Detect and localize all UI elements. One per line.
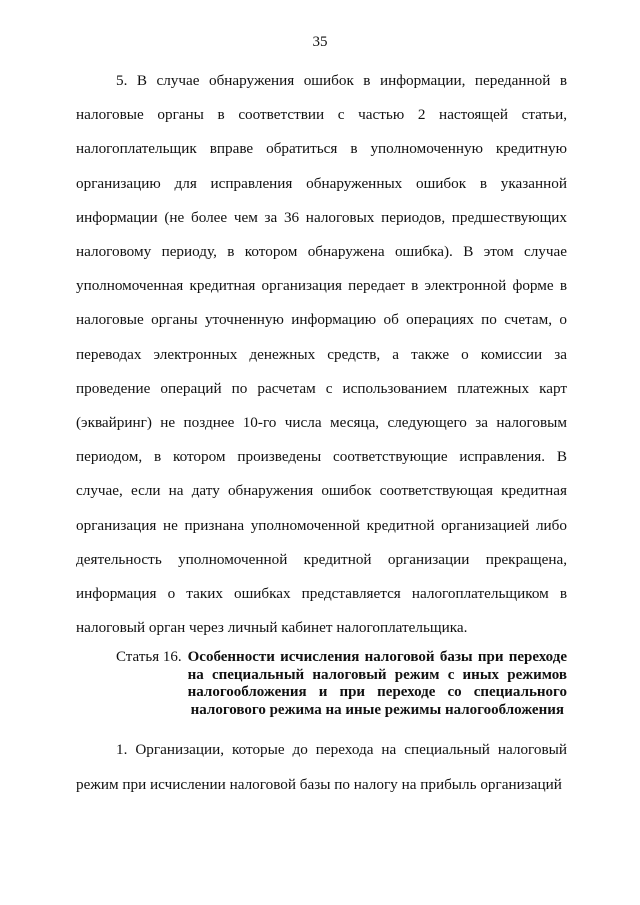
- document-body: [76, 64, 567, 802]
- page-number: 35: [312, 34, 328, 50]
- paragraph-5: 5. В случае обнаружения ошибок в информации, переданной в налоговые органы в соответствии с частью 2 настоящей статьи, налогоплательщик вправе обратиться в уполномоченную кредитную организацию для исправления обнаруженных ошибок в указанной информации (не более чем за 36 налоговых периодов, предшествующих налоговому периоду, в котором обнаружена ошибка). В этом случае уполномоченная кредитная организация передает в электронной форме в налоговые органы уточненную информацию об операциях по счетам, о переводах электронных денежных средств, а также о комиссии за проведение операций по расчетам с использованием платежных карт (эквайринг) не позднее 10-го числа месяца, следующего за налоговым периодом, в котором произведены соответствующие исправления. В случае, если на дату обнаружения ошибок соответствующая кредитная организация не признана уполномоченной кредитной организацией либо деятельность уполномоченной кредитной организации прекращена, информация о таких ошибках представляется налогоплательщиком в налоговый орган через личный кабинет налогоплательщика.: [76, 72, 567, 637]
- paragraph-1: 1. Организации, которые до перехода на специальный налоговый режим при исчислении налоговой базы по налогу на прибыль организаций: [76, 741, 567, 793]
- article-number: Статья 16.: [116, 649, 182, 666]
- article-heading: [116, 649, 567, 719]
- article-title: Особенности исчисления налоговой базы при переходе на специальный налоговый режим с иных режимов налогообложения и при переходе со специального налогового режима на иные режимы налогообложения: [187, 649, 567, 718]
